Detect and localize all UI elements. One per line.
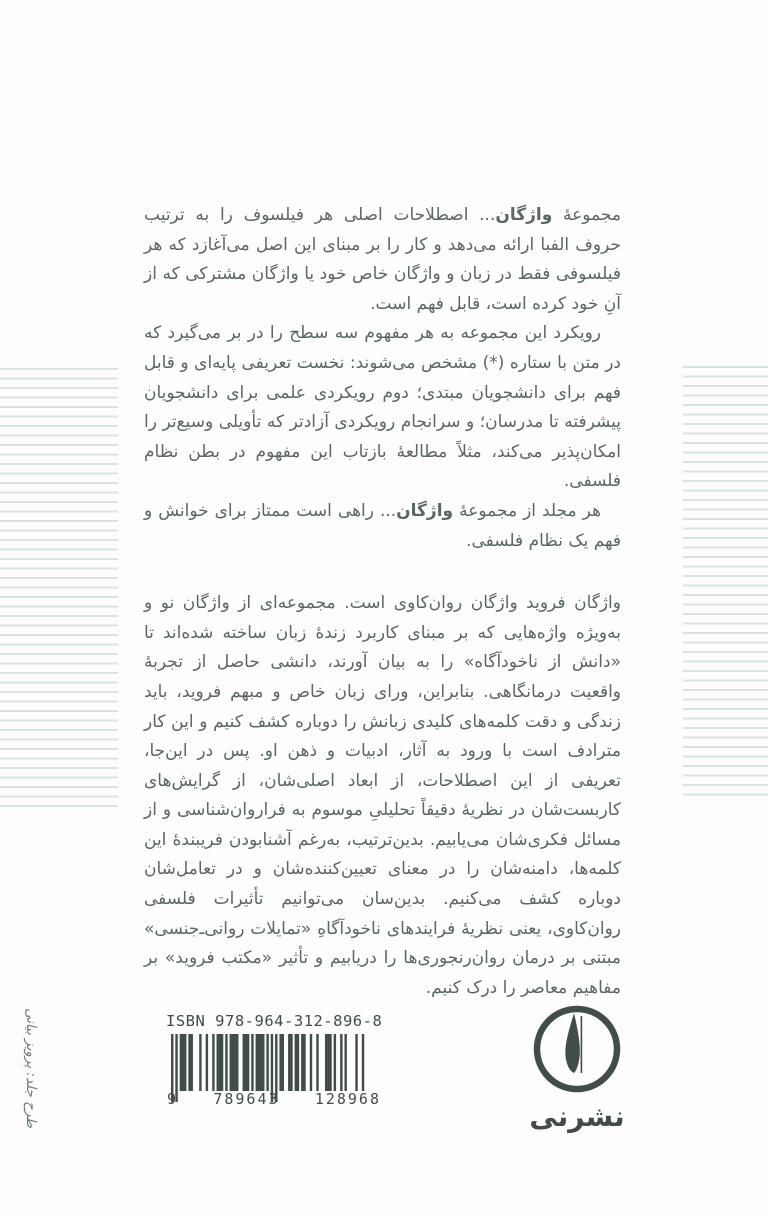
- isbn-label: ISBN 978-964-312-896-8: [166, 1012, 383, 1030]
- series-intro-paragraph: [144, 201, 621, 319]
- nashr-e-ney-logo-icon: [531, 1004, 623, 1096]
- publisher-name: نشرنی: [529, 1100, 625, 1133]
- ruled-pattern-left: [0, 368, 118, 814]
- isbn-barcode-block: [166, 1012, 382, 1108]
- book-blurb-paragraph: [144, 589, 621, 1003]
- text-segment: واژگان فروید واژگان روان‌کاوی است. مجموعه‌ای از واژگان نو و به‌ویژه واژه‌هایی که بر مبنای کاربرد زندهٔ زبان ساخته شده‌اند تا «دانش از ناخودآگاه» را به بیان آورند، دانشی حاصل از تجربهٔ واقعیت درمانگاهی. بنابراین، ورای زبان خاص و مبهم فروید، باید زندگی و دقت کلمه‌های کلیدی زبانش را دوباره کشف کنیم و این کار مترادف است با ورود به آثار، ادبیات و ذهن او. پس در این‌جا، تعریفی از این اصطلاحات، از ابعاد اصلی‌شان، از گرایش‌های کاربست‌شان در نظریهٔ دقیقاً تحلیلیِ موسوم به فراروان‌شناسی و از مسائل فکری‌شان می‌یابیم. بدین‌ترتیب، به‌رغم آشنابودن فریبندهٔ این کلمه‌ها، دامنه‌شان را در معنای تعیین‌کننده‌شان و در تعامل‌شان دوباره کشف می‌کنیم. بدین‌سان می‌توانیم تأثیرات فلسفی روان‌کاوی، یعنی نظریهٔ فرایندهای ناخودآگاهِ «تمایلات روانی‌ـ‌جنسی» مبتنی بر درمان روان‌رنجوری‌ها را دریابیم و تأثیر «مکتب فروید» بر مفاهیم معاصر را درک کنیم.: [144, 593, 621, 998]
- ruled-pattern-right: [683, 366, 768, 800]
- text-segment: ... راهی است ممتاز برای خوانش و فهم یک نظام فلسفی.: [144, 500, 621, 551]
- cover-design-credit-handwritten: طرح جلد: پرویز بیانی: [23, 1007, 39, 1129]
- text-segment: هر مجلد از مجموعهٔ: [453, 500, 601, 521]
- text-segment: مجموعهٔ: [552, 205, 621, 225]
- text-segment: ... اصطلاحات اصلی هر فیلسوف را به ترتیب حروف الفبا ارائه می‌دهد و کار را بر مبنای این اصل می‌آغازد که هر فیلسوفی فقط در زبان و واژگان خاص خود یا واژگان مشترکی که از آنِ خود کرده است، قابل فهم است.: [144, 205, 621, 314]
- back-cover-blurb: [144, 201, 621, 1003]
- publisher-logo-block: [524, 1004, 630, 1133]
- series-closing-paragraph: [144, 497, 621, 556]
- barcode-digit-group: 128968: [314, 1090, 381, 1108]
- text-segment: واژگان: [495, 205, 553, 225]
- text-segment: رویکرد این مجموعه به هر مفهوم سه سطح را در بر می‌گیرد که در متن با ستاره (*) مشخص می‌شوند: نخست تعریفی پایه‌ای و قابل فهم برای دانشجویان مبتدی؛ دوم رویکردی علمی برای دانشجویان پیشرفته تا مدرسان؛ و سرانجام رویکردی آزادتر که تأویلی وسیع‌تر را امکان‌پذیر می‌کند، مثلاً مطالعهٔ بازتاب این مفهوم در بطن نظام فلسفی.: [144, 323, 621, 492]
- barcode-digits-row: [166, 1090, 382, 1108]
- barcode-digit-group: 9: [167, 1090, 179, 1108]
- series-approach-paragraph: [144, 319, 621, 497]
- text-segment: واژگان: [396, 500, 454, 521]
- barcode-digit-group: 789643: [213, 1090, 280, 1108]
